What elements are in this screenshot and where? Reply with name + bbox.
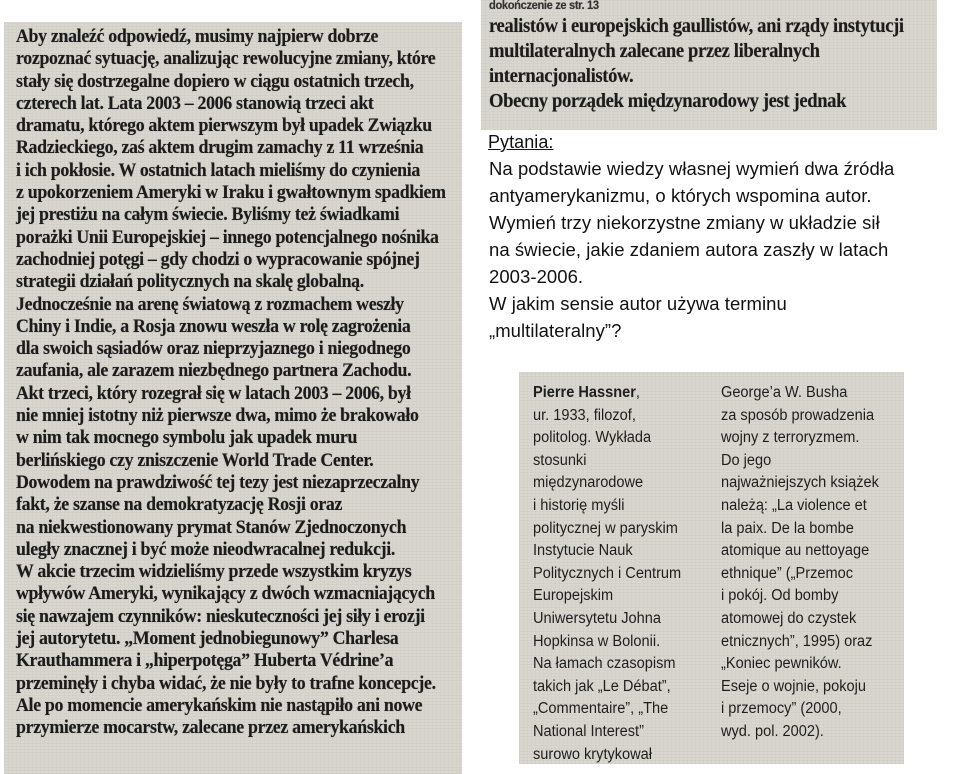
- article-line: Ale po momencie amerykańskim nie nastąpiło ani nowe: [16, 694, 423, 716]
- bio-line: etnicznych”, 1995) oraz: [721, 632, 873, 650]
- bio-line: i przemocy” (2000,: [721, 700, 842, 718]
- question-line: Na podstawie wiedzy własnej wymień dwa źródła: [489, 158, 895, 179]
- bio-line: ethnique” („Przemoc: [721, 564, 853, 582]
- bio-column-left: [533, 382, 691, 764]
- question-line: „multilateralny”?: [489, 320, 622, 341]
- bio-line: Instytucie Nauk: [533, 542, 633, 560]
- article-line: multilateralnych zalecane przez liberalnych: [489, 40, 820, 62]
- bio-line: surowo krytykował: [533, 745, 653, 763]
- article-line: Obecny porządek międzynarodowy jest jednak: [489, 90, 847, 112]
- bio-column-right: [721, 382, 889, 744]
- article-line: porażki Unii Europejskiej – innego potencjalnego nośnika: [16, 226, 439, 248]
- bio-line: „Commentaire”, „The: [533, 700, 669, 718]
- article-line: Dowodem na prawdziwość tej tezy jest niezaprzeczalny: [16, 471, 420, 493]
- article-line: Aby znaleźć odpowiedź, musimy najpierw dobrze: [16, 26, 379, 47]
- article-line: jej autorytetu. „Moment jednobiegunowy” Charlesa: [16, 628, 399, 650]
- article-line: Krauthammera i „hiperpotęga” Huberta Védrine’a: [16, 650, 394, 672]
- article-line: nie mniej istotny niż pierwsze dwa, mimo że brakowało: [16, 405, 419, 427]
- bio-line: za sposób prowadzenia: [721, 406, 875, 424]
- bio-line: wojny z terroryzmem.: [721, 429, 860, 447]
- article-line: dla swoich sąsiadów oraz nieprzyjaznego i niegodnego: [16, 338, 411, 360]
- questions-title: Pytania:: [488, 132, 554, 152]
- bio-line: stosunki: [533, 451, 587, 469]
- article-line: z upokorzeniem Ameryki w Iraku i gwałtownym spadkiem: [16, 182, 446, 204]
- article-line: Jednocześnie na arenę światową z rozmachem weszły: [16, 293, 404, 315]
- author-bio-scan: [519, 372, 904, 764]
- article-line: rozpoznać sytuację, analizując rewolucyjne zmiany, które: [16, 48, 436, 70]
- article-line: Radzieckiego, zaś aktem drugim zamachy z 11 września: [16, 137, 424, 159]
- question-line: na świecie, jakie zdaniem autora zaszły w latach: [489, 239, 889, 260]
- bio-line: politycznej w paryskim: [533, 519, 678, 537]
- article-scan-continuation: [481, 0, 937, 130]
- article-line: przeminęły i chyba widać, że nie były to trafne koncepcje.: [16, 672, 436, 694]
- article-line: zaufania, ale zarazem niezbędnego partnera Zachodu.: [16, 360, 412, 382]
- bio-line: politolog. Wykłada: [533, 429, 652, 447]
- article-line: strategii działań politycznych na skalę globalną.: [16, 271, 364, 293]
- bio-line: międzynarodowe: [533, 474, 644, 492]
- bio-line: atomowej do czystek: [721, 609, 857, 627]
- article-line: czterech lat. Lata 2003 – 2006 stanowią trzeci akt: [16, 92, 374, 114]
- article-line: wpływów Ameryki, wynikający z dwóch wzmacniających: [16, 583, 435, 605]
- bio-line: „Koniec pewników.: [721, 655, 842, 673]
- article-line: zachodniej potęgi – gdy chodzi o wypracowanie spójnej: [16, 248, 420, 270]
- article-line: berlińskiego czy zniszczenie World Trade Center.: [16, 449, 374, 471]
- questions-list: [486, 155, 960, 344]
- bio-line: atomique au nettoyage: [721, 542, 870, 560]
- continuation-body: [489, 14, 929, 114]
- bio-line: i pokój. Od bomby: [721, 587, 839, 605]
- bio-line: Politycznych i Centrum: [533, 564, 682, 582]
- article-line: Chiny i Indie, a Rosja znowu weszła w rolę zagrożenia: [16, 315, 411, 337]
- continuation-header: dokończenie ze str. 13: [489, 0, 599, 12]
- article-line: i ich pokłosie. W ostatnich latach mieliśmy do czynienia: [16, 159, 420, 181]
- bio-line: George’a W. Busha: [721, 384, 848, 401]
- questions-panel: [486, 131, 960, 344]
- article-line: na niekwestionowany prymat Stanów Zjednoczonych: [16, 516, 407, 538]
- bio-name-line: [533, 382, 681, 405]
- article-line: uległy znacznej i być może nieodwracalnej redukcji.: [16, 538, 396, 560]
- bio-line: takich jak „Le Débat”,: [533, 677, 671, 695]
- article-scan-main: [4, 22, 462, 774]
- bio-line: Hopkinsa w Bolonii.: [533, 632, 661, 650]
- question-line: antyamerykanizmu, o których wspomina autor.: [489, 185, 872, 206]
- bio-line: Do jego: [721, 451, 772, 469]
- bio-line: należą: „La violence et: [721, 496, 867, 514]
- article-line: się nawzajem czynników: nieskuteczności jej siły i erozji: [16, 605, 425, 627]
- article-line: dramatu, którego aktem pierwszym był upadek Związku: [16, 115, 432, 137]
- bio-name-suffix: ,: [635, 384, 640, 401]
- bio-line: Uniwersytetu Johna: [533, 609, 661, 627]
- article-line: realistów i europejskich gaullistów, ani rządy instytucji: [489, 15, 904, 37]
- article-line: internacjonalistów.: [489, 65, 634, 87]
- bio-line: wyd. pol. 2002).: [721, 722, 824, 740]
- article-body: [16, 26, 454, 740]
- question-line: W jakim sensie autor używa terminu: [489, 293, 787, 314]
- article-line: jej prestiżu na całym świecie. Byliśmy też świadkami: [16, 204, 400, 226]
- bio-line: la paix. De la bombe: [721, 519, 854, 537]
- bio-line: National Interest”: [533, 722, 644, 740]
- article-line: W akcie trzecim widzieliśmy przede wszystkim kryzys: [16, 561, 412, 583]
- bio-name: Pierre Hassner: [533, 384, 636, 401]
- bio-line: ur. 1933, filozof,: [533, 406, 636, 424]
- article-line: Akt trzeci, który rozegrał się w latach 2003 – 2006, był: [16, 382, 411, 404]
- bio-line: najważniejszych książek: [721, 474, 879, 492]
- question-line: Wymień trzy niekorzystne zmiany w układzie sił: [489, 212, 880, 233]
- article-line: w nim tak mocnego symbolu jak upadek muru: [16, 427, 358, 449]
- bio-line: Eseje o wojnie, pokoju: [721, 677, 866, 695]
- question-line: 2003-2006.: [489, 266, 584, 287]
- article-line: fakt, że szanse na demokratyzację Rosji oraz: [16, 494, 343, 516]
- bio-line: Europejskim: [533, 587, 614, 605]
- article-line: stały się dostrzegalne dopiero w ciągu ostatnich trzech,: [16, 70, 414, 92]
- article-line: przymierze mocarstw, zalecane przez amerykańskich: [16, 717, 405, 739]
- bio-line: Na łamach czasopism: [533, 655, 676, 673]
- bio-line: i historię myśli: [533, 496, 625, 514]
